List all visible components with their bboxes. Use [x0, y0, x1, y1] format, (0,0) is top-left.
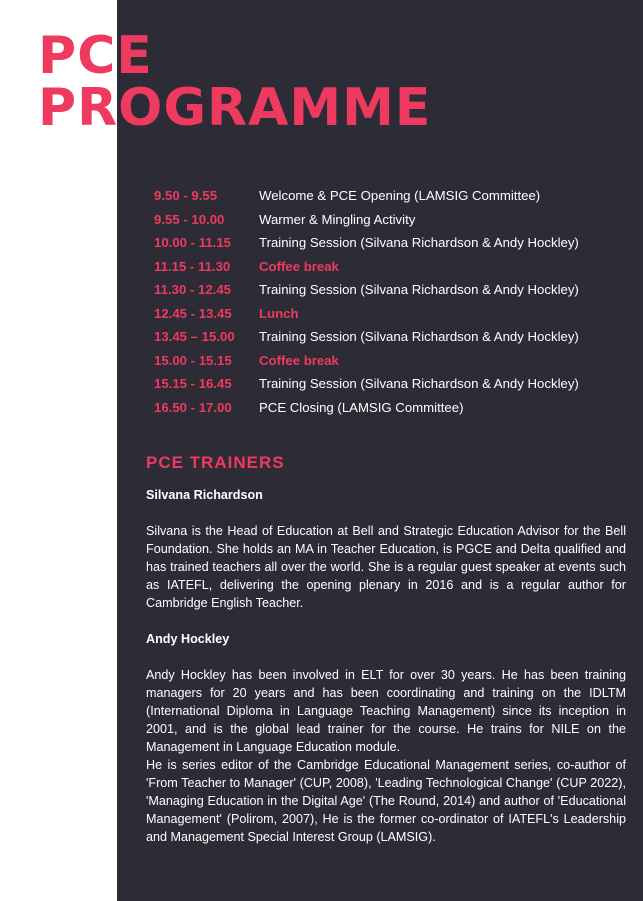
schedule-row — [154, 184, 634, 208]
trainer-name-silvana: Silvana Richardson — [146, 488, 263, 502]
schedule-time: 13.45 – 15.00 — [154, 329, 235, 345]
schedule-row — [154, 255, 634, 279]
schedule-list — [154, 184, 634, 419]
schedule-time: 10.00 - 11.15 — [154, 235, 231, 251]
schedule-time: 9.55 - 10.00 — [154, 211, 225, 227]
schedule-event: Training Session (Silvana Richardson & Andy Hockley) — [259, 235, 579, 251]
schedule-event: Training Session (Silvana Richardson & Andy Hockley) — [259, 282, 579, 298]
schedule-row — [154, 231, 634, 255]
schedule-time: 15.15 - 16.45 — [154, 376, 232, 392]
schedule-row — [154, 349, 634, 373]
trainer-bios — [146, 486, 626, 846]
trainer-bio-andy-2: He is series editor of the Cambridge Educational Management series, co-author of 'From Teacher to Manager' (CUP, 2008), 'Leading Technological Change' (CUP 2022), 'Managing Education in the Digital Age' (The Round, 2014) and author of 'Educational Management' (Polirom, 2007), He is the former co-ordinator of IATEFL's Leadership and Management Special Interest Group (LAMSIG). — [146, 758, 626, 844]
title-line-2: PROGRAMME — [38, 78, 432, 138]
trainer-bio-silvana: Silvana is the Head of Education at Bell and Strategic Education Advisor for the Bell Foundation. She holds an MA in Teacher Education, is PGCE and Delta qualified and has trained teachers all over the world. She is a regular guest speaker at events such as IATEFL, delivering the opening plenary in 2016 and is a regular author for Cambridge English Teacher. — [146, 524, 626, 610]
schedule-time: 11.15 - 11.30 — [154, 258, 231, 274]
schedule-row — [154, 396, 634, 420]
page-title — [38, 26, 432, 138]
schedule-event-break: Coffee break — [259, 258, 339, 274]
trainer-name-andy: Andy Hockley — [146, 632, 230, 646]
schedule-event-break: Coffee break — [259, 352, 339, 368]
schedule-row — [154, 278, 634, 302]
schedule-time: 9.50 - 9.55 — [154, 188, 218, 204]
schedule-event: Warmer & Mingling Activity — [259, 211, 416, 227]
schedule-row — [154, 208, 634, 232]
title-line-1: PCE — [38, 26, 153, 86]
schedule-event-break: Lunch — [259, 305, 299, 321]
trainer-bio-andy-1: Andy Hockley has been involved in ELT for over 30 years. He has been training managers for 20 years and has been coordinating and training on the IDLTM (International Diploma in Language Teaching Management) since its inception in 2001, and is the global lead trainer for the course. He trains for NILE on the Management in Language Education module. — [146, 668, 626, 754]
schedule-time: 12.45 - 13.45 — [154, 305, 232, 321]
schedule-row — [154, 325, 634, 349]
schedule-time: 16.50 - 17.00 — [154, 399, 232, 415]
schedule-row — [154, 372, 634, 396]
schedule-event: Training Session (Silvana Richardson & Andy Hockley) — [259, 376, 579, 392]
schedule-event: PCE Closing (LAMSIG Committee) — [259, 399, 464, 415]
schedule-event: Welcome & PCE Opening (LAMSIG Committee) — [259, 188, 541, 204]
trainers-heading: PCE TRAINERS — [146, 453, 285, 472]
schedule-time: 11.30 - 12.45 — [154, 282, 231, 298]
schedule-row — [154, 302, 634, 326]
schedule-time: 15.00 - 15.15 — [154, 352, 232, 368]
schedule-event: Training Session (Silvana Richardson & Andy Hockley) — [259, 329, 579, 345]
